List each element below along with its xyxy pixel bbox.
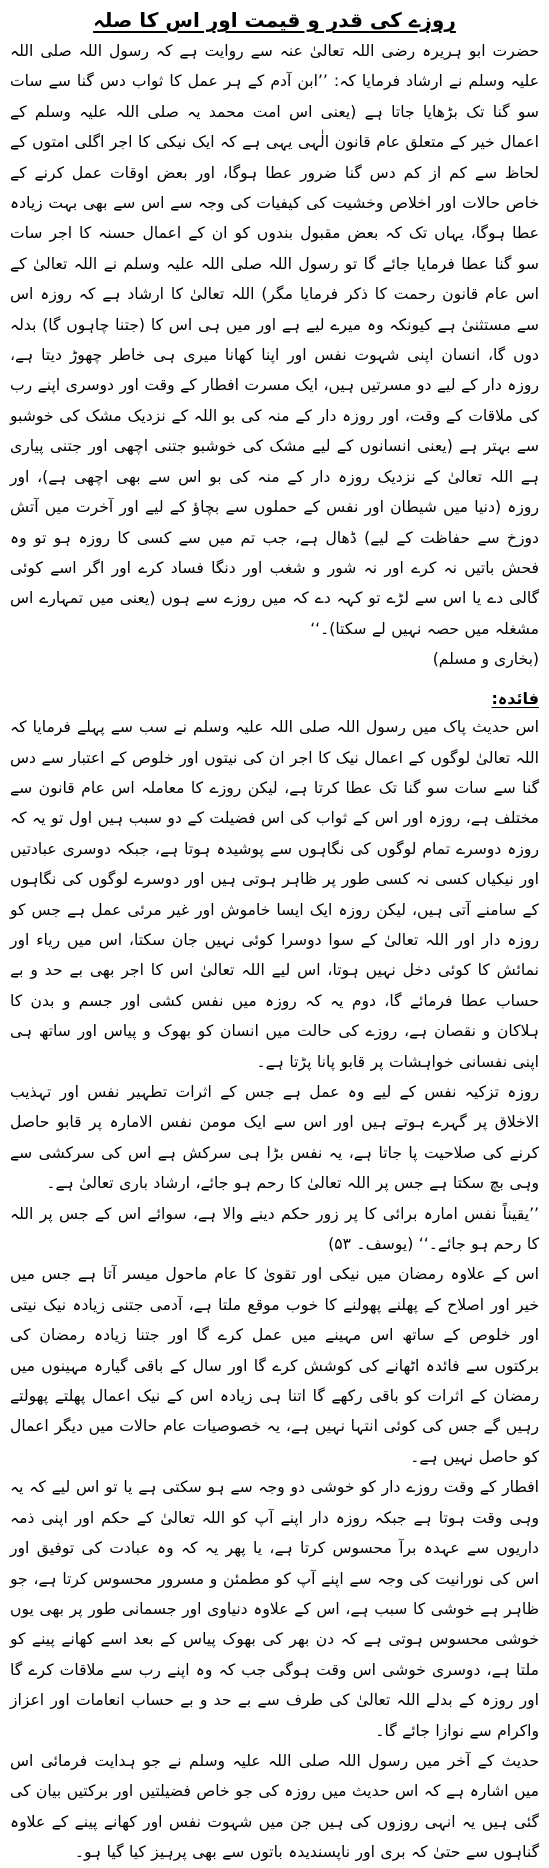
fawaid-paragraph-3: اس کے علاوہ رمضان میں نیکی اور تقویٰ کا عام ماحول میسر آتا ہے جس میں خیر اور اصلاح کے پھلنے پھولنے کا خوب موقع ملتا ہے، آدمی جتنی زیادہ نیک نیتی اور خلوص کے ساتھ اس مہینے میں عمل کرے گا اور جتنا زیادہ رمضان کی برکتوں سے فائدہ اٹھانے کی کوشش کرے گا اور سال کے باقی گیارہ مہینوں میں رمضان کے اثرات کو باقی رکھے گا اتنا ہی زیادہ اس کے نیک اعمال پھلتے پھولتے رہیں گے جس کی کوئی انتہا نہیں ہے، یہ خصوصیات عام حالات میں دیگر اعمال کو حاصل نہیں ہے۔ [10, 1265, 539, 1466]
fawaid-paragraph-1: اس حدیث پاک میں رسول اللہ صلی اللہ علیہ وسلم نے سب سے پہلے فرمایا کہ اللہ تعالیٰ لوگوں کے اعمال نیک کا اجر ان کی نیتوں اور خلوص کے اعتبار سے دس گنا سے سات سو گنا تک عطا کرتا ہے، لیکن روزے کا معاملہ اس عام قانون سے مختلف ہے، روزہ اور اس کے ثواب کی اس فضیلت کے دو سبب ہیں اول تو یہ کہ روزہ دوسرے تمام لوگوں کی نگاہوں سے پوشیدہ ہوتا ہے، جبکہ دوسری عبادتیں اور نیکیاں کسی نہ کسی طور پر ظاہر ہوتی ہیں اور دوسرے لوگوں کی نگاہوں کے سامنے آتی ہیں، لیکن روزہ ایک ایسا خاموش اور غیر مرئی عمل ہے جس کو روزہ دار اور اللہ تعالیٰ کے سوا دوسرا کوئی نہیں جان سکتا، اس میں ریاء اور نمائش کا کوئی دخل نہیں ہوتا، اس لیے اللہ تعالیٰ اس کا اجر بھی بے حد و بے حساب عطا فرمائے گا، دوم یہ کہ روزہ میں نفس کشی اور جسم و بدن کا ہلاکان و نقصان ہے، روزے کی حالت میں انسان کو بھوک و پیاس اور ساتھ ہی اپنی نفسانی خواہشات پر قابو پانا پڑتا ہے۔ [10, 718, 539, 1071]
fawaid-paragraph-2: روزہ تزکیہ نفس کے لیے وہ عمل ہے جس کے اثرات تطہیر نفس اور تہذیب الاخلاق پر گہرے ہوتے ہیں اور اس سے ایک مومن نفس الامارہ پر قابو حاصل کرنے کی صلاحیت پا جاتا ہے، یہ نفس بڑا ہی سرکش ہے اس کی سرکشی سے وہی بچ سکتا ہے جس پر اللہ تعالیٰ کا رحم ہو جائے، ارشاد باری تعالیٰ ہے۔ [10, 1083, 539, 1193]
quran-quote: ’’یقیناً نفس امارہ برائی کا پر زور حکم دینے والا ہے، سوائے اس کے جس پر اللہ کا رحم ہو جائے۔‘‘ (یوسف۔ ۵۳) [10, 1204, 539, 1254]
page-title: روزے کی قدر و قیمت اور اس کا صلہ [93, 8, 456, 32]
fawaid-paragraph-5: حدیث کے آخر میں رسول اللہ صلی اللہ علیہ وسلم نے جو ہدایت فرمائی اس میں اشارہ ہے کہ اس حدیث میں روزہ کی جو خاص فضیلتیں اور برکتیں بیان کی گئی ہیں یہ انہی روزوں کی ہیں جن میں شہوت نفس اور کھانے پینے کے علاوہ گناہوں سے حتیٰ کہ بری اور ناپسندیدہ باتوں سے بھی پرہیز کیا گیا ہو۔ [10, 1751, 539, 1862]
fawaid-heading: فائدہ: [491, 689, 539, 709]
fawaid-paragraph-4: افطار کے وقت روزے دار کو خوشی دو وجہ سے ہو سکتی ہے یا تو اس لیے کہ یہ وہی وقت ہوتا ہے جبکہ روزہ دار اپنے آپ کو اللہ تعالیٰ کے حکم اور اپنی ذمہ داریوں سے عہدہ برآ محسوس کرتا ہے، یا پھر یہ کہ وہ عبادت کی توفیق اور اس کی نورانیت کی وجہ سے اپنے آپ کو مطمئن و مسرور محسوس کرتا ہے، جو ظاہر ہے خوشی کا سبب ہے، اس کے علاوہ دنیاوی اور جسمانی طور پر بھی یوں خوشی محسوس ہوتی ہے کہ دن بھر کی بھوک پیاس کے بعد اسے کھانے پینے کو ملتا ہے، دوسری خوشی اس وقت ہوگی جب کہ وہ اپنے رب سے ملاقات کرے گا اور روزہ کے بدلے اللہ تعالیٰ کی طرف سے بے حد و بے حساب انعامات اور اعزاز واکرام سے نوازا جائے گا۔ [10, 1478, 539, 1740]
hadith-reference: (بخاری و مسلم) [432, 650, 539, 669]
hadith-paragraph: حضرت ابو ہریرہ رضی اللہ تعالیٰ عنہ سے روایت ہے کہ رسول اللہ صلی اللہ علیہ وسلم نے ارشاد فرمایا کہ: ’’ابن آدم کے ہر عمل کا ثواب دس گنا سے سات سو گنا تک بڑھایا جاتا ہے (یعنی اس امت محمد یہ صلی اللہ علیہ وسلم کے اعمال خیر کے متعلق عام قانون الٰہی یہی ہے کہ ایک نیکی کا اجر اگلی امتوں کے لحاظ سے کم از کم دس گنا ضرور عطا ہوگا، اور بعض اوقات عمل کرنے کے خاص حالات اور اخلاص وخشیت کی کیفیات کی وجہ سے اس سے بھی بہت زیادہ عطا ہوگا، یہاں تک کہ بعض مقبول بندوں کو ان کے اعمال حسنہ کا اجر سات سو گنا عطا فرمایا جائے گا تو رسول اللہ صلی اللہ علیہ وسلم نے اللہ تعالیٰ کے اس عام قانون رحمت کا ذکر فرمایا مگر) اللہ تعالیٰ کا ارشاد ہے کہ روزہ اس سے مستثنیٰ ہے کیونکہ وہ میرے لیے ہے اور میں ہی اس کا (جتنا چاہوں گا) بدلہ دوں گا، انسان اپنی شہوت نفس اور اپنا کھانا میری ہی خاطر چھوڑ دیتا ہے، روزہ دار کے لیے دو مسرتیں ہیں، ایک مسرت افطار کے وقت اور دوسری اپنے رب کی ملاقات کے وقت، اور روزہ دار کے منہ کی بو اللہ کے نزدیک مشک کی خوشبو سے بہتر ہے (یعنی انسانوں کے لیے مشک کی خوشبو جتنی اچھی اور جتنی پیاری ہے اللہ تعالیٰ کے نزدیک روزہ دار کے منہ کی بو اس سے بھی اچھی ہے)، اور روزہ (دنیا میں شیطان اور نفس کے حملوں سے بچاؤ کے لیے اور آخرت میں آتش دوزخ سے حفاظت کے لیے) ڈھال ہے، جب تم میں سے کسی کا روزہ ہو تو وہ فحش باتیں نہ کرے اور نہ شور و شغب اور دنگا فساد کرے اور اگر اسے کوئی گالی دے یا اس سے لڑے تو کہہ دے کہ میں روزے سے ہوں (یعنی میں تمہارے اس مشغلہ میں حصہ نہیں لے سکتا)۔‘‘ [10, 42, 539, 638]
